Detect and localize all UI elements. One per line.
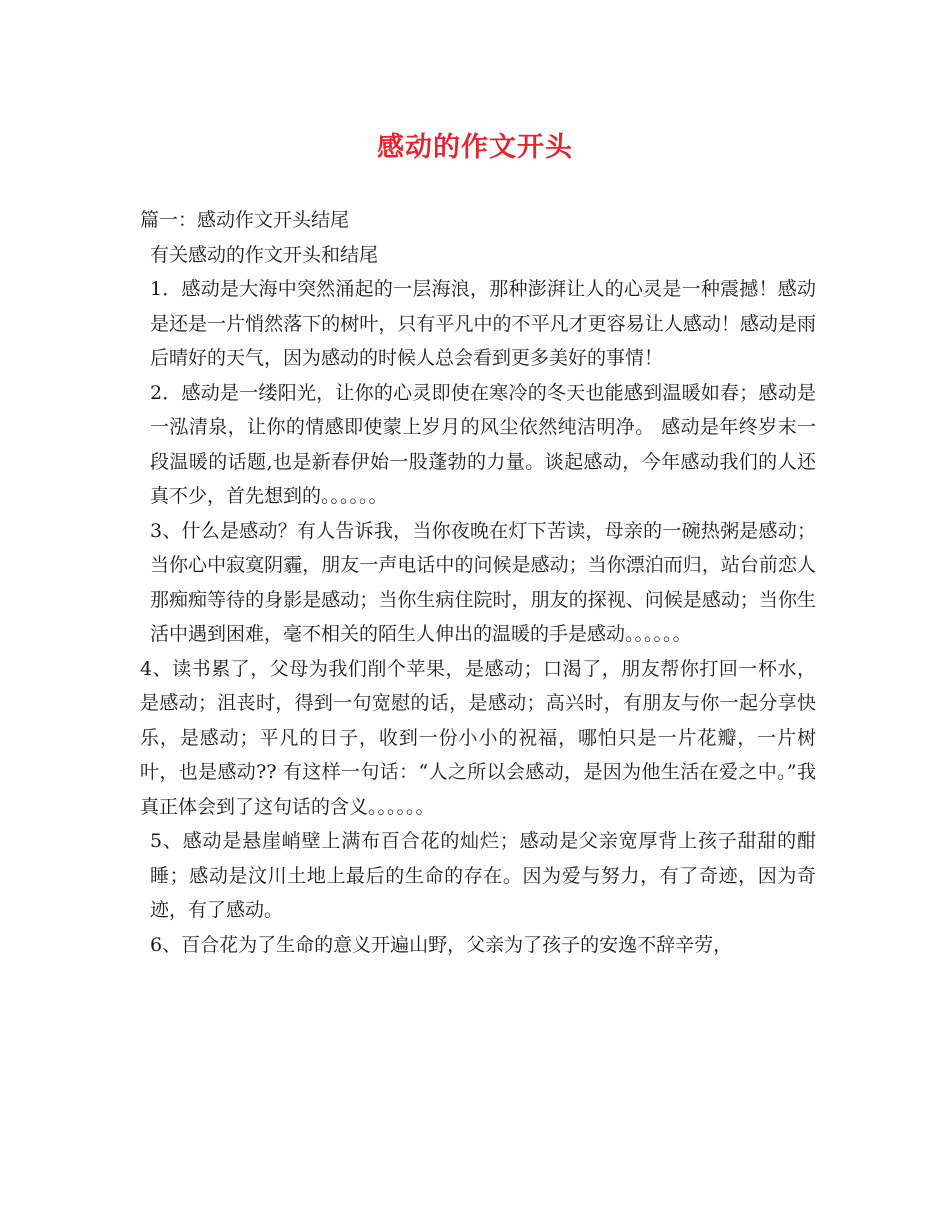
paragraph-4: 4、读书累了，父母为我们削个苹果，是感动；口渴了，朋友帮你打回一杯水，是感动；沮丧时，得到一句宽慰的话，是感动；高兴时，有朋友与你一起分享快乐，是感动；平凡的日子，收到一份小小的祝福，哪怕只是一片花瓣，一片树叶，也是感动?? 有这样一句话：“人之所以会感动，是因为他生活在爱之中。”我真正体会到了这句话的含义。。。。。。 xyxy=(140,657,816,818)
paragraph-6: 6、百合花为了生命的意义开遍山野，父亲为了孩子的安逸不辞辛劳， xyxy=(150,933,733,956)
section-heading: 篇一：感动作文开头结尾 xyxy=(140,209,350,231)
section-subheading: 有关感动的作文开头和结尾 xyxy=(150,243,379,266)
document-body xyxy=(140,203,816,962)
paragraph-5: 5、感动是悬崖峭壁上满布百合花的灿烂；感动是父亲宽厚背上孩子甜甜的酣睡；感动是汶川土地上最后的生命的存在。因为爱与努力，有了奇迹，因为奇迹，有了感动。 xyxy=(150,830,816,921)
paragraph-2: 2．感动是一缕阳光，让你的心灵即使在寒冷的冬天也能感到温暖如春；感动是一泓清泉，让你的情感即使蒙上岁月的风尘依然纯洁明净。 感动是年终岁末一段温暖的话题,也是新春伊始一股蓬勃的力量。谈起感动，今年感动我们的人还真不少，首先想到的。。。。。。 xyxy=(150,381,816,507)
document-title: 感动的作文开头 xyxy=(377,132,573,163)
paragraph-3: 3、什么是感动？有人告诉我，当你夜晚在灯下苦读，母亲的一碗热粥是感动；当你心中寂寞阴霾，朋友一声电话中的问候是感动；当你漂泊而归，站台前恋人那痴痴等待的身影是感动；当你生病住院时，朋友的探视、问候是感动；当你生活中遇到困难，毫不相关的陌生人伸出的温暖的手是感动。。。。。。 xyxy=(150,519,816,645)
paragraph-1: 1．感动是大海中突然涌起的一层海浪，那种澎湃让人的心灵是一种震撼！感动是还是一片悄然落下的树叶，只有平凡中的不平凡才更容易让人感动！感动是雨后晴好的天气，因为感动的时候人总会看到更多美好的事情！ xyxy=(150,278,816,369)
